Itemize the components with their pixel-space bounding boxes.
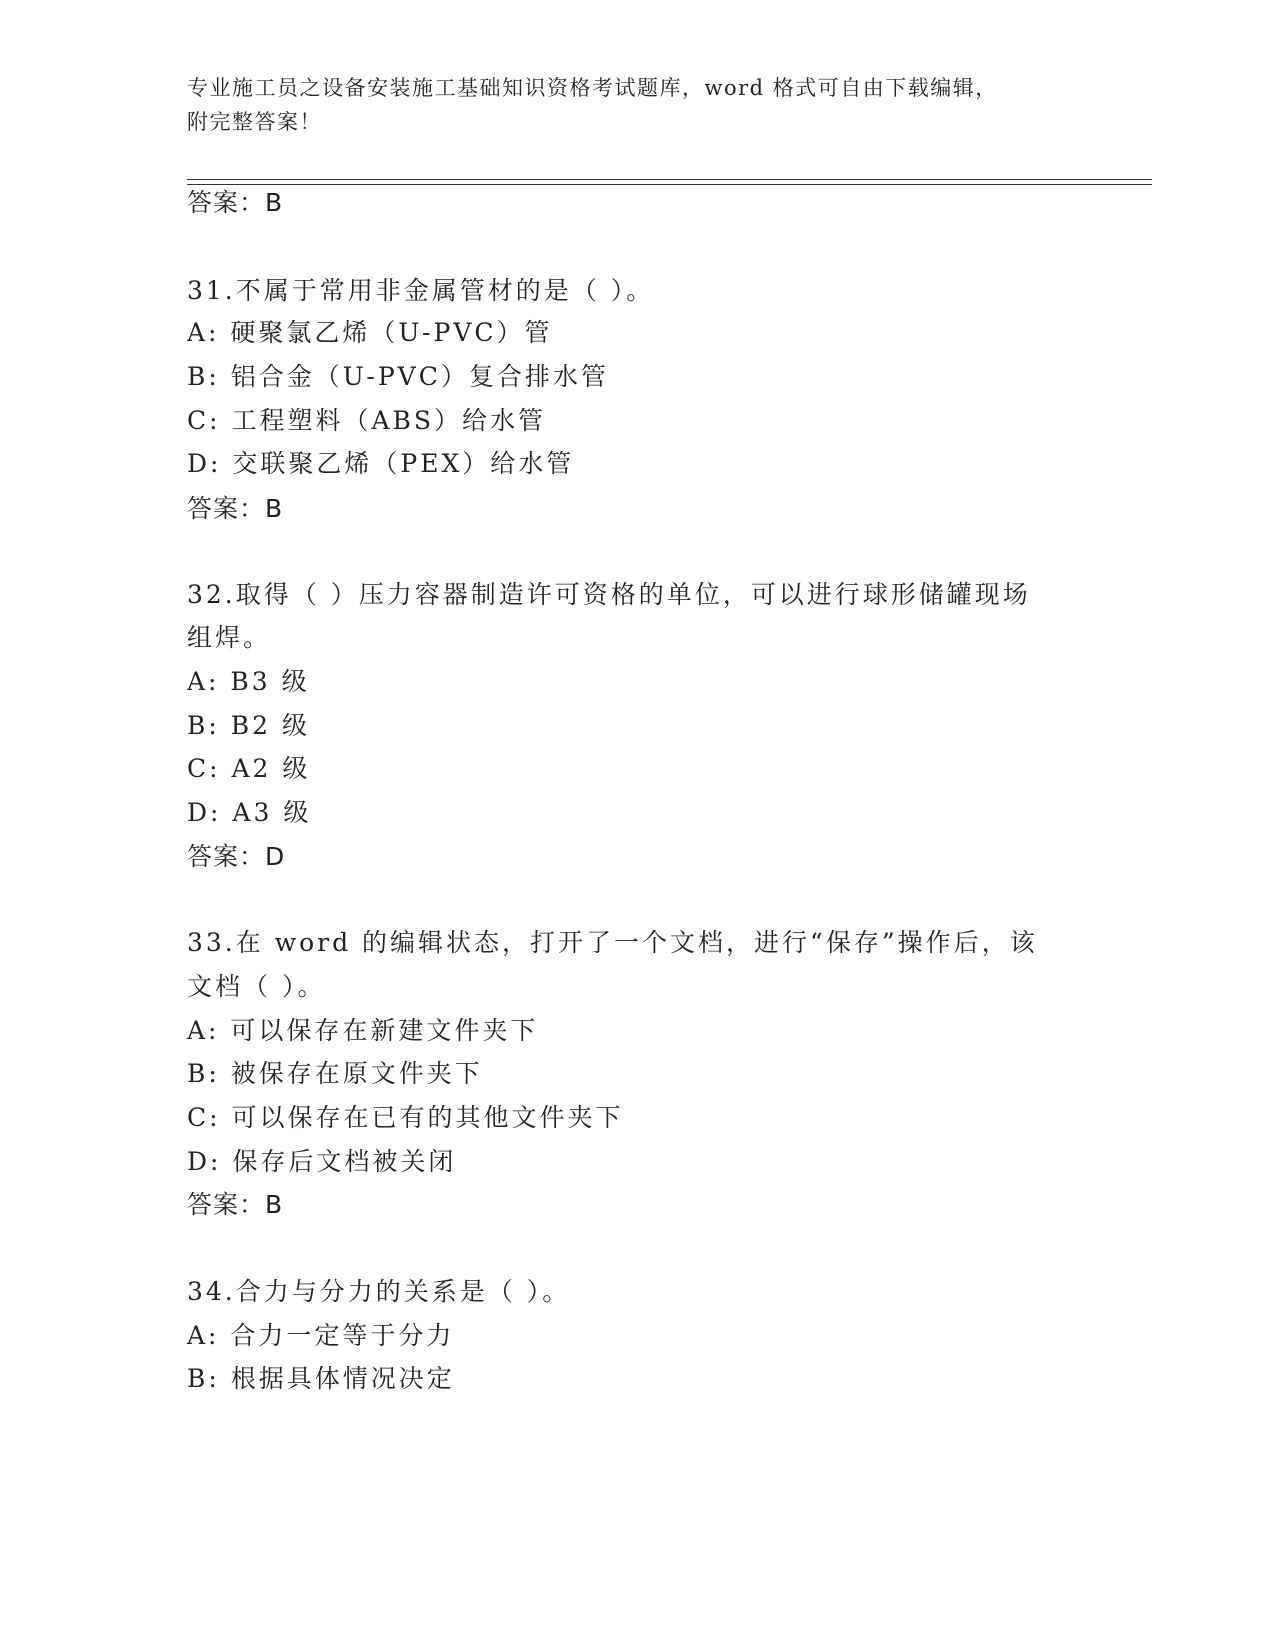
question-34-stem: 34.合力与分力的关系是（ ）。 (187, 1277, 571, 1306)
question-31-option-d: D: 交联聚乙烯（PEX）给水管 (187, 449, 575, 478)
question-32-stem-line-1: 32.取得（ ）压力容器制造许可资格的单位，可以进行球形储罐现场 (187, 580, 1031, 609)
question-32-option-a: A: B3 级 (187, 667, 310, 696)
question-33-option-c: C: 可以保存在已有的其他文件夹下 (187, 1103, 624, 1132)
question-34-option-b: B: 根据具体情况决定 (187, 1364, 455, 1393)
previous-answer: 答案：B (187, 188, 284, 217)
question-31-answer: 答案：B (187, 494, 284, 523)
question-33-option-b: B: 被保存在原文件夹下 (187, 1059, 483, 1088)
question-32-stem-line-2: 组焊。 (187, 623, 272, 652)
question-33-option-d: D: 保存后文档被关闭 (187, 1147, 457, 1176)
header-divider-bottom (187, 184, 1152, 185)
header-divider-top (187, 179, 1152, 180)
question-32-answer: 答案：D (187, 842, 286, 871)
question-31-option-a: A: 硬聚氯乙烯（U-PVC）管 (187, 318, 553, 347)
question-33-stem-line-1: 33.在 word 的编辑状态，打开了一个文档，进行“保存”操作后，该 (187, 928, 1038, 957)
question-31-option-b: B: 铝合金（U-PVC）复合排水管 (187, 362, 609, 391)
document-header-line-1: 专业施工员之设备安装施工基础知识资格考试题库，word 格式可自由下载编辑， (187, 76, 998, 100)
question-32-option-c: C: A2 级 (187, 754, 311, 783)
question-34-option-a: A: 合力一定等于分力 (187, 1321, 455, 1350)
question-32-option-b: B: B2 级 (187, 711, 310, 740)
question-32-option-d: D: A3 级 (187, 798, 312, 827)
document-header-line-2: 附完整答案！ (187, 110, 322, 134)
question-33-stem-line-2: 文档（ ）。 (187, 972, 326, 1001)
question-31-stem: 31.不属于常用非金属管材的是（ ）。 (187, 276, 655, 305)
question-33-answer: 答案：B (187, 1190, 284, 1219)
question-33-option-a: A: 可以保存在新建文件夹下 (187, 1016, 539, 1045)
question-31-option-c: C: 工程塑料（ABS）给水管 (187, 406, 547, 435)
